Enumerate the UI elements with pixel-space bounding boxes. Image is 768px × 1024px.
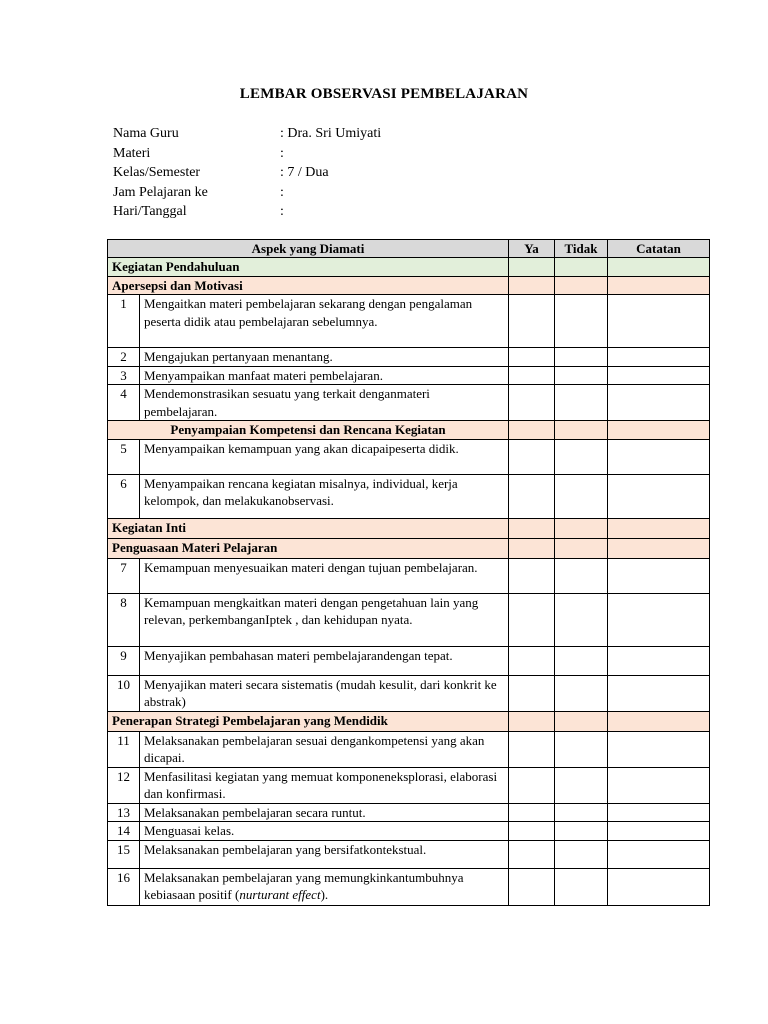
table-header-row bbox=[108, 240, 710, 258]
section-label: Penguasaan Materi Pelajaran bbox=[108, 538, 509, 558]
tidak-cell[interactable] bbox=[555, 421, 608, 440]
item-number: 4 bbox=[108, 385, 140, 421]
header-ya: Ya bbox=[509, 240, 555, 258]
ya-cell[interactable] bbox=[509, 439, 555, 474]
ya-cell[interactable] bbox=[509, 803, 555, 822]
ya-cell[interactable] bbox=[509, 421, 555, 440]
tidak-cell[interactable] bbox=[555, 593, 608, 646]
tidak-cell[interactable] bbox=[555, 675, 608, 711]
page-title: LEMBAR OBSERVASI PEMBELAJARAN bbox=[239, 86, 529, 102]
tidak-cell[interactable] bbox=[555, 731, 608, 767]
table-row bbox=[108, 822, 710, 841]
item-text: Menyampaikan manfaat materi pembelajaran. bbox=[140, 366, 509, 385]
item-number: 3 bbox=[108, 366, 140, 385]
tidak-cell[interactable] bbox=[555, 474, 608, 518]
observation-info bbox=[113, 124, 381, 222]
catatan-cell[interactable] bbox=[608, 538, 710, 558]
item-text: Kemampuan mengkaitkan materi dengan pengetahuan lain yang relevan, perkembanganIptek , dan kehidupan nyata. bbox=[140, 593, 509, 646]
section-row-kompetensi bbox=[108, 421, 710, 440]
ya-cell[interactable] bbox=[509, 474, 555, 518]
tidak-cell[interactable] bbox=[555, 711, 608, 731]
catatan-cell[interactable] bbox=[608, 646, 710, 675]
table-row bbox=[108, 767, 710, 803]
catatan-cell[interactable] bbox=[608, 593, 710, 646]
catatan-cell[interactable] bbox=[608, 822, 710, 841]
ya-cell[interactable] bbox=[509, 538, 555, 558]
item-number: 9 bbox=[108, 646, 140, 675]
table-row bbox=[108, 731, 710, 767]
section-label: Penyampaian Kompetensi dan Rencana Kegiatan bbox=[108, 421, 509, 440]
item-number: 1 bbox=[108, 295, 140, 348]
table-row bbox=[108, 803, 710, 822]
item-number: 12 bbox=[108, 767, 140, 803]
ya-cell[interactable] bbox=[509, 258, 555, 277]
item-text: Menyajikan pembahasan materi pembelajarandengan tepat. bbox=[140, 646, 509, 675]
item-number: 14 bbox=[108, 822, 140, 841]
table-row bbox=[108, 474, 710, 518]
item-text-main: Melaksanakan pembelajaran yang memungkinkantumbuhnya kebiasaan positif ( bbox=[144, 869, 464, 902]
tidak-cell[interactable] bbox=[555, 385, 608, 421]
table-row bbox=[108, 558, 710, 593]
ya-cell[interactable] bbox=[509, 840, 555, 868]
catatan-cell[interactable] bbox=[608, 276, 710, 295]
tidak-cell[interactable] bbox=[555, 366, 608, 385]
catatan-cell[interactable] bbox=[608, 385, 710, 421]
ya-cell[interactable] bbox=[509, 731, 555, 767]
table-row bbox=[108, 385, 710, 421]
item-number: 11 bbox=[108, 731, 140, 767]
item-text bbox=[140, 868, 509, 905]
item-number: 8 bbox=[108, 593, 140, 646]
ya-cell[interactable] bbox=[509, 593, 555, 646]
section-row-pendahuluan bbox=[108, 258, 710, 277]
ya-cell[interactable] bbox=[509, 711, 555, 731]
catatan-cell[interactable] bbox=[608, 675, 710, 711]
item-text: Mengajukan pertanyaan menantang. bbox=[140, 348, 509, 367]
info-value: : bbox=[280, 145, 284, 161]
tidak-cell[interactable] bbox=[555, 868, 608, 905]
item-number: 5 bbox=[108, 439, 140, 474]
catatan-cell[interactable] bbox=[608, 868, 710, 905]
item-text: Menyampaikan rencana kegiatan misalnya, individual, kerja kelompok, dan melakukanobservasi. bbox=[140, 474, 509, 518]
item-text: Mendemonstrasikan sesuatu yang terkait denganmateri pembelajaran. bbox=[140, 385, 509, 421]
info-value: : 7 / Dua bbox=[280, 165, 329, 180]
ya-cell[interactable] bbox=[509, 518, 555, 538]
catatan-cell[interactable] bbox=[608, 295, 710, 348]
info-label: Nama Guru bbox=[113, 126, 179, 141]
ya-cell[interactable] bbox=[509, 348, 555, 367]
item-text: Melaksanakan pembelajaran yang bersifatkontekstual. bbox=[140, 840, 509, 868]
ya-cell[interactable] bbox=[509, 822, 555, 841]
info-value: : bbox=[280, 204, 284, 219]
ya-cell[interactable] bbox=[509, 276, 555, 295]
info-row-jam bbox=[113, 183, 381, 203]
info-row-materi bbox=[113, 144, 381, 164]
catatan-cell[interactable] bbox=[608, 421, 710, 440]
catatan-cell[interactable] bbox=[608, 803, 710, 822]
info-row-tanggal bbox=[113, 202, 381, 222]
item-text: Menfasilitasi kegiatan yang memuat komponeneksplorasi, elaborasi dan konfirmasi. bbox=[140, 767, 509, 803]
catatan-cell[interactable] bbox=[608, 366, 710, 385]
ya-cell[interactable] bbox=[509, 558, 555, 593]
tidak-cell[interactable] bbox=[555, 348, 608, 367]
catatan-cell[interactable] bbox=[608, 731, 710, 767]
section-label: Apersepsi dan Motivasi bbox=[108, 276, 509, 295]
header-tidak: Tidak bbox=[555, 240, 608, 258]
ya-cell[interactable] bbox=[509, 646, 555, 675]
catatan-cell[interactable] bbox=[608, 711, 710, 731]
tidak-cell[interactable] bbox=[555, 558, 608, 593]
catatan-cell[interactable] bbox=[608, 840, 710, 868]
tidak-cell[interactable] bbox=[555, 538, 608, 558]
tidak-cell[interactable] bbox=[555, 646, 608, 675]
table-row bbox=[108, 840, 710, 868]
ya-cell[interactable] bbox=[509, 767, 555, 803]
catatan-cell[interactable] bbox=[608, 518, 710, 538]
item-text: Melaksanakan pembelajaran sesuai dengankompetensi yang akan dicapai. bbox=[140, 731, 509, 767]
catatan-cell[interactable] bbox=[608, 767, 710, 803]
tidak-cell[interactable] bbox=[555, 439, 608, 474]
section-row-inti bbox=[108, 518, 710, 538]
header-catatan: Catatan bbox=[608, 240, 710, 258]
item-number: 10 bbox=[108, 675, 140, 711]
table-row bbox=[108, 439, 710, 474]
info-label: Materi bbox=[113, 145, 151, 161]
item-text: Kemampuan menyesuaikan materi dengan tujuan pembelajaran. bbox=[140, 558, 509, 593]
table-row bbox=[108, 593, 710, 646]
section-row-strategi bbox=[108, 711, 710, 731]
tidak-cell[interactable] bbox=[555, 258, 608, 277]
ya-cell[interactable] bbox=[509, 366, 555, 385]
tidak-cell[interactable] bbox=[555, 518, 608, 538]
table-row bbox=[108, 675, 710, 711]
tidak-cell[interactable] bbox=[555, 840, 608, 868]
item-text: Menyajikan materi secara sistematis (mudah kesulit, dari konkrit ke abstrak) bbox=[140, 675, 509, 711]
table-row bbox=[108, 295, 710, 348]
info-value: : bbox=[280, 184, 284, 200]
tidak-cell[interactable] bbox=[555, 276, 608, 295]
item-number: 7 bbox=[108, 558, 140, 593]
item-text: Menyampaikan kemampuan yang akan dicapaipeserta didik. bbox=[140, 439, 509, 474]
item-number: 16 bbox=[108, 868, 140, 905]
ya-cell[interactable] bbox=[509, 868, 555, 905]
item-text: Menguasai kelas. bbox=[140, 822, 509, 841]
catatan-cell[interactable] bbox=[608, 439, 710, 474]
item-number: 2 bbox=[108, 348, 140, 367]
table-row bbox=[108, 366, 710, 385]
table-row bbox=[108, 348, 710, 367]
table-row bbox=[108, 868, 710, 905]
observation-table bbox=[107, 239, 710, 906]
tidak-cell[interactable] bbox=[555, 295, 608, 348]
info-row-kelas bbox=[113, 163, 381, 183]
catatan-cell[interactable] bbox=[608, 474, 710, 518]
catatan-cell[interactable] bbox=[608, 258, 710, 277]
item-text-italic: nurturant effect bbox=[239, 887, 321, 902]
section-label: Penerapan Strategi Pembelajaran yang Mendidik bbox=[108, 711, 509, 731]
item-text-tail: ). bbox=[320, 887, 329, 902]
ya-cell[interactable] bbox=[509, 385, 555, 421]
catatan-cell[interactable] bbox=[608, 348, 710, 367]
section-row-penguasaan bbox=[108, 538, 710, 558]
section-row-apersepsi bbox=[108, 276, 710, 295]
info-label: Kelas/Semester bbox=[113, 165, 201, 180]
item-number: 6 bbox=[108, 474, 140, 518]
info-label: Hari/Tanggal bbox=[113, 204, 187, 219]
section-label: Kegiatan Inti bbox=[108, 518, 509, 538]
ya-cell[interactable] bbox=[509, 675, 555, 711]
table-row bbox=[108, 646, 710, 675]
tidak-cell[interactable] bbox=[555, 822, 608, 841]
ya-cell[interactable] bbox=[509, 295, 555, 348]
catatan-cell[interactable] bbox=[608, 558, 710, 593]
info-value: : Dra. Sri Umiyati bbox=[280, 126, 382, 141]
info-row-guru bbox=[113, 124, 381, 144]
info-label: Jam Pelajaran ke bbox=[113, 184, 208, 200]
item-text: Mengaitkan materi pembelajaran sekarang dengan pengalaman peserta didik atau pembelajaran sebelumnya. bbox=[140, 295, 509, 348]
section-label: Kegiatan Pendahuluan bbox=[108, 258, 509, 277]
item-number: 13 bbox=[108, 803, 140, 822]
item-number: 15 bbox=[108, 840, 140, 868]
item-text: Melaksanakan pembelajaran secara runtut. bbox=[140, 803, 509, 822]
header-aspek: Aspek yang Diamati bbox=[108, 240, 509, 258]
tidak-cell[interactable] bbox=[555, 767, 608, 803]
tidak-cell[interactable] bbox=[555, 803, 608, 822]
